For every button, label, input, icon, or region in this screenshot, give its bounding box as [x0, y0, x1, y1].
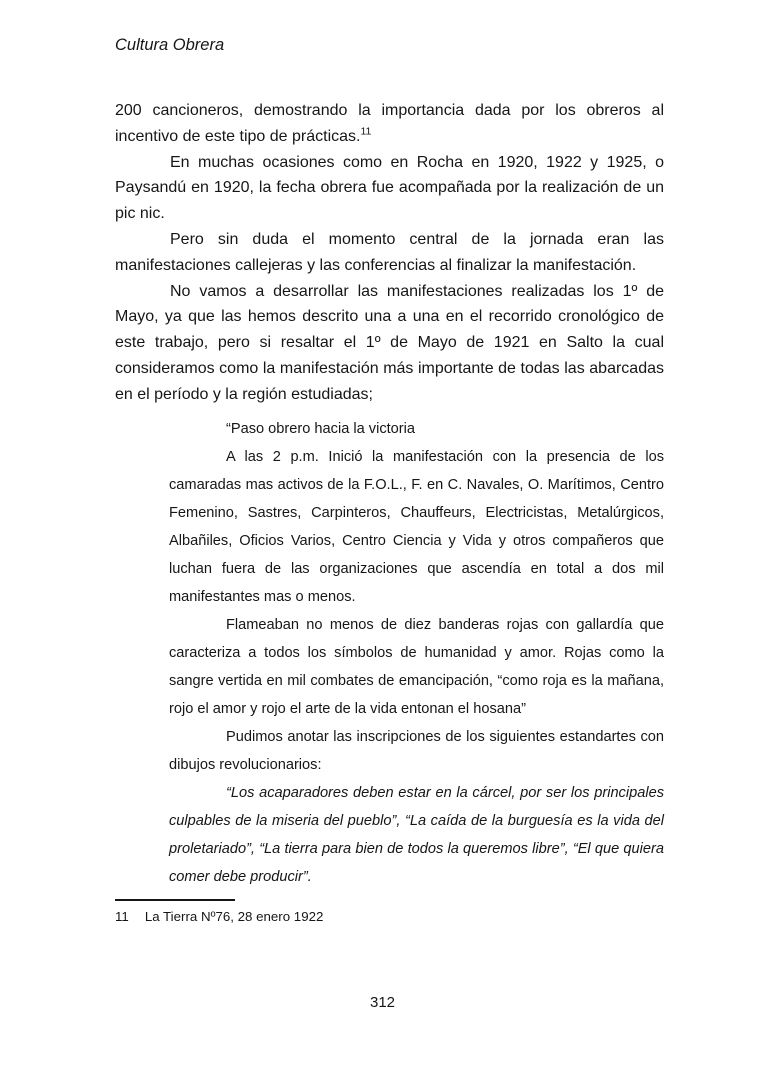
quote-paragraph: “Los acaparadores deben estar en la cárcel, por ser los principales culpables de la miseria del pueblo”, “La caída de la burguesía es la vida del proletariado”, “La tierra para bien de todos la queremos libre”, “El que quiera comer debe producir”. [169, 784, 664, 885]
quote-paragraph: A las 2 p.m. Inició la manifestación con la presencia de los camaradas mas activos de la F.O.L., F. en C. Navales, O. Marítimos, Centro Femenino, Sastres, Carpinteros, Chauffeurs, Electricistas, Metalúrgicos, Albañiles, Oficios Varios, Centro Ciencia y Vida y otros compañeros que luchan fuera de las organizaciones que ascendía en total a dos mil manifestantes mas o menos. [169, 448, 664, 605]
page-number: 312 [369, 994, 396, 1011]
quote-paragraph: “Paso obrero hacia la victoria [226, 420, 415, 437]
footnote-number: 11 [115, 908, 129, 924]
body-paragraph: Pero sin duda el momento central de la jornada eran las manifestaciones callejeras y las conferencias al finalizar la manifestación. [115, 230, 664, 274]
footnote-text: La Tierra Nº76, 28 enero 1922 [144, 908, 324, 924]
running-header: Cultura Obrera [115, 36, 225, 54]
footnote-divider [115, 899, 235, 901]
footnote [115, 908, 664, 926]
body-paragraph: En muchas ocasiones como en Rocha en 1920, 1922 y 1925, o Paysandú en 1920, la fecha obrera fue acompañada por la realización de un pic nic. [115, 153, 664, 223]
footnote-area [115, 899, 664, 926]
body-paragraph: No vamos a desarrollar las manifestaciones realizadas los 1º de Mayo, ya que las hemos descrito una a una en el recorrido cronológico de este trabajo, pero si resaltar el 1º de Mayo de 1921 en Salto la cual consideramos como la manifestación más importante de todas las abarcadas en el período y la región estudiadas; [115, 282, 664, 403]
footnote-reference: 11 [360, 125, 372, 138]
body-paragraph-text: 200 cancioneros, demostrando la importancia dada por los obreros al incentivo de este tipo de prácticas. [115, 102, 664, 145]
main-text [115, 98, 664, 408]
quote-paragraph: Pudimos anotar las inscripciones de los siguientes estandartes con dibujos revolucionarios: [169, 728, 664, 773]
blockquote [169, 415, 664, 891]
body-paragraph [115, 98, 664, 150]
quote-paragraph: Flameaban no menos de diez banderas rojas con gallardía que caracteriza a todos los símbolos de humanidad y amor. Rojas como la sangre vertida en mil combates de emancipación, “como roja es la mañana, rojo el amor y rojo el arte de la vida entonan el hosana” [169, 616, 664, 717]
